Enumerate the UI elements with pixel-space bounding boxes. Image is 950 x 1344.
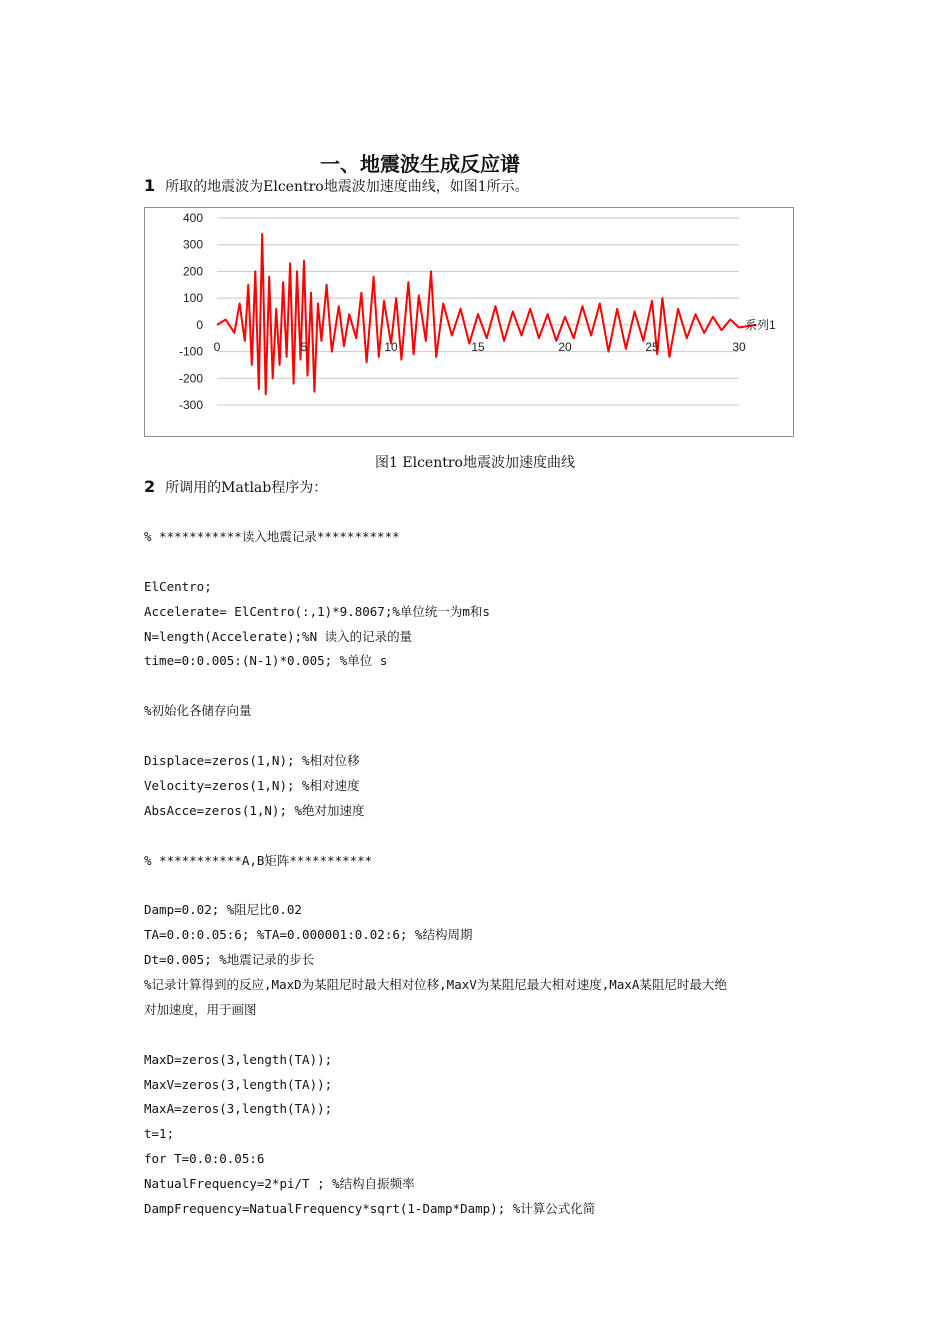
series-line (217, 234, 756, 394)
y-tick-label: -100 (178, 344, 203, 359)
code-line: %初始化各储存向量 (144, 703, 252, 719)
code-line: 对加速度，用于画图 (144, 1001, 257, 1017)
code-line: %记录计算得到的反应,MaxD为某阻尼时最大相对位移,MaxV为某阻尼最大相对速度,MaxA某阻尼时最大绝 (144, 977, 727, 993)
paragraph-1-text: 所取的地震波为Elcentro地震波加速度曲线，如图1所示。 (165, 179, 529, 195)
code-line: N=length(Accelerate);%N 读入的记录的量 (144, 628, 413, 644)
code-line (144, 674, 824, 699)
code-line (144, 1023, 824, 1048)
code-line: Damp=0.02; %阻尼比0.02 (144, 902, 302, 918)
paragraph-1 (144, 176, 529, 196)
code-line: AbsAcce=zeros(1,N); %绝对加速度 (144, 802, 365, 818)
code-line (144, 824, 824, 849)
y-tick-label: 100 (182, 291, 203, 306)
paragraph-2 (144, 477, 327, 497)
code-line: TA=0.0:0.05:6; %TA=0.000001:0.02:6; %结构周期 (144, 927, 473, 943)
x-tick-label: 0 (213, 339, 221, 354)
code-line: ElCentro; (144, 578, 212, 594)
chart-frame (144, 207, 794, 437)
code-line: time=0:0.005:(N-1)*0.005; %单位 s (144, 653, 388, 669)
y-tick-label: 400 (182, 211, 203, 225)
code-line (144, 873, 824, 898)
paragraph-2-text: 所调用的Matlab程序为： (165, 480, 328, 496)
x-tick-label: 30 (732, 339, 746, 354)
x-tick-label: 20 (558, 339, 572, 354)
code-line: Accelerate= ElCentro(:,1)*9.8067;%单位统一为m和s (144, 603, 490, 619)
x-tick-label: 5 (300, 339, 308, 354)
code-line (144, 550, 824, 575)
code-line: MaxA=zeros(3,length(TA)); (144, 1101, 333, 1117)
y-tick-label: -300 (178, 398, 203, 412)
code-line: MaxV=zeros(3,length(TA)); (144, 1076, 333, 1092)
code-line (144, 724, 824, 749)
y-tick-label: 300 (182, 237, 203, 252)
paragraph-1-number: 1 (144, 176, 156, 195)
code-line: Displace=zeros(1,N); %相对位移 (144, 753, 360, 769)
code-line: Velocity=zeros(1,N); %相对速度 (144, 777, 360, 793)
y-tick-label: 200 (182, 264, 203, 279)
code-line: NatualFrequency=2*pi/T ; %结构自振频率 (144, 1176, 415, 1192)
section-title: 一、地震波生成反应谱 (320, 152, 520, 176)
y-tick-label: 0 (196, 317, 203, 332)
code-line: % ***********读入地震记录*********** (144, 529, 400, 544)
code-line: MaxD=zeros(3,length(TA)); (144, 1051, 333, 1067)
code-line: % ***********A,B矩阵*********** (144, 852, 373, 868)
figure-caption: 图1 Elcentro地震波加速度曲线 (375, 455, 575, 471)
x-tick-label: 10 (384, 339, 398, 354)
x-tick-label: 25 (645, 339, 659, 354)
x-tick-label: 15 (471, 339, 485, 354)
code-block (144, 525, 824, 1222)
paragraph-2-number: 2 (144, 477, 156, 496)
code-line: t=1; (144, 1126, 175, 1142)
acceleration-chart (145, 208, 793, 436)
code-line: Dt=0.005; %地震记录的步长 (144, 952, 315, 968)
y-tick-label: -200 (178, 371, 203, 386)
legend-label: 系列1 (745, 317, 776, 332)
code-line: DampFrequency=NatualFrequency*sqrt(1-Damp*Damp); %计算公式化简 (144, 1201, 596, 1217)
code-line: for T=0.0:0.05:6 (144, 1151, 265, 1167)
